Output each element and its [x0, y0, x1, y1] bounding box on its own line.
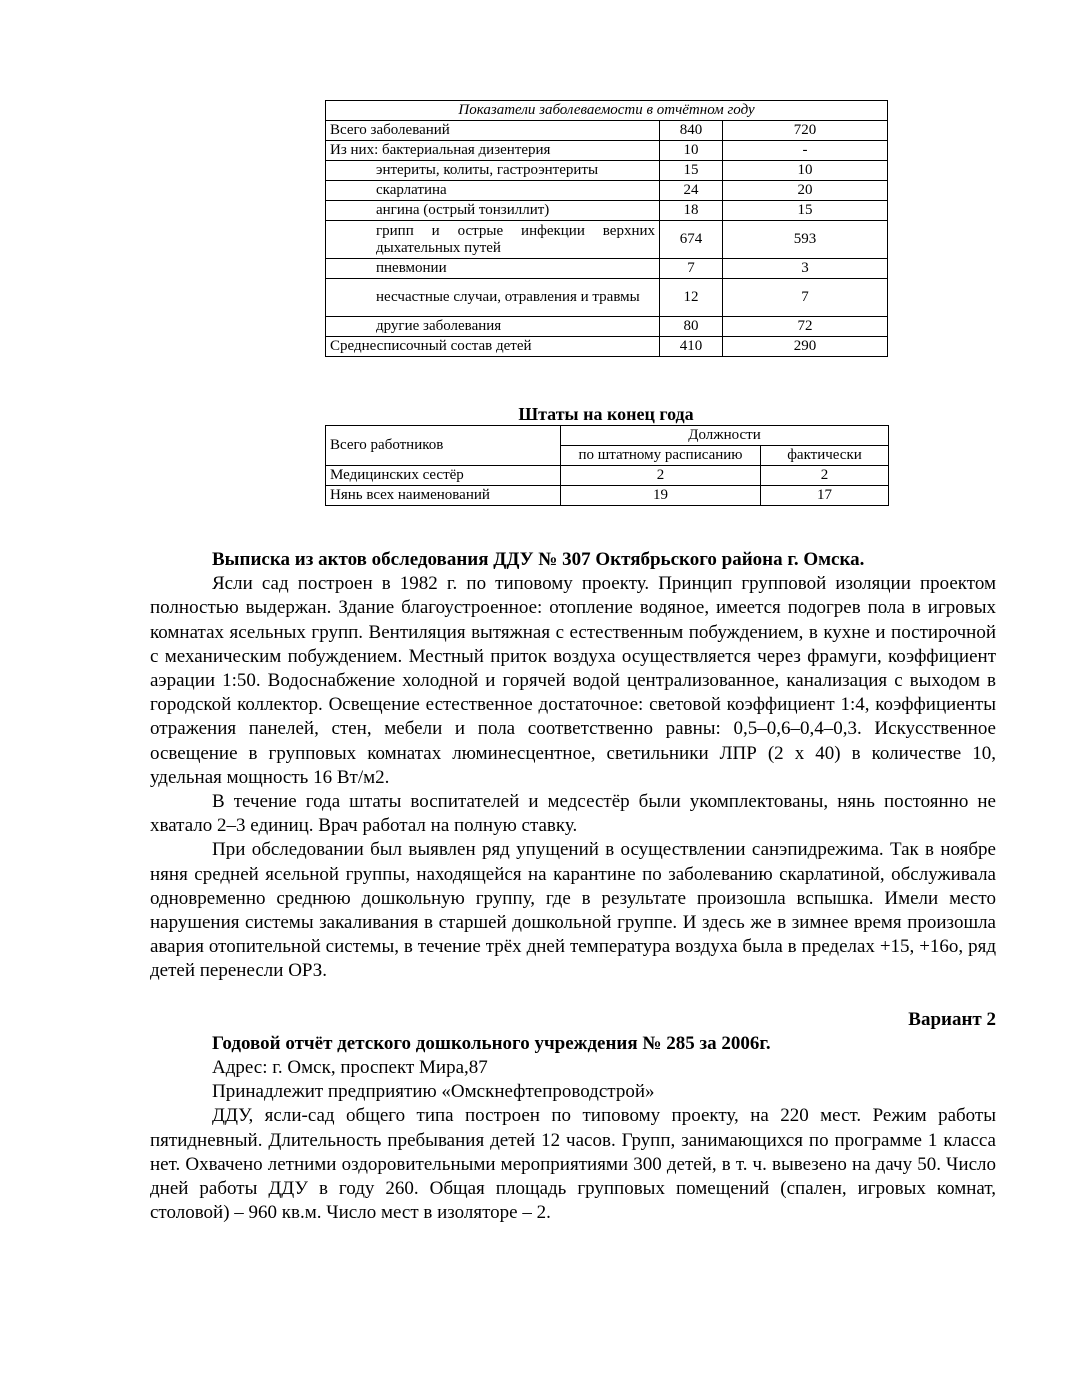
section2-heading: Годовой отчёт детского дошкольного учреждения № 285 за 2006г. [212, 1032, 771, 1054]
table-row [326, 279, 888, 317]
table-row [326, 161, 888, 181]
row-value-2: - [723, 141, 888, 161]
section2-owner: Принадлежит предприятию «Омскнефтепроводстрой» [212, 1081, 655, 1103]
row-value-2: 593 [723, 221, 888, 259]
row-value-2: 72 [723, 317, 888, 337]
staff-table-title: Штаты на конец года [518, 404, 694, 424]
table-row [326, 486, 889, 506]
table-row [326, 317, 888, 337]
row-value-2: 7 [723, 279, 888, 317]
row-value-1: 24 [660, 181, 723, 201]
morbidity-table [325, 100, 888, 357]
section1-paragraph-3: При обследовании был выявлен ряд упущений в осуществлении санэпидрежима. Так в ноябре няня средней ясельной группы, находящейся на карантине по заболеванию скарлатиной, обслуживала одновременно среднюю дошкольную группу, где в результате произошла вспышка. Имели место нарушения системы закаливания в старшей дошкольной группе. И здесь же в зимнее время произошла авария отопительной системы, в течение трёх дней температура воздуха была в пределах +15, +16о, ряд детей перенесли ОРЗ. [150, 839, 996, 982]
spacer [150, 984, 996, 1008]
row-value-2: 720 [723, 121, 888, 141]
row-value-1: 840 [660, 121, 723, 141]
row-planned: 2 [561, 466, 761, 486]
header-actual: фактически [761, 446, 889, 466]
row-value-2: 10 [723, 161, 888, 181]
staff-table [325, 425, 889, 506]
row-label: ангина (острый тонзиллит) [326, 201, 660, 221]
row-label: Из них: бактериальная дизентерия [326, 141, 660, 161]
table-caption: Показатели заболеваемости в отчётном году [326, 101, 888, 121]
section1-heading: Выписка из актов обследования ДДУ № 307 Октябрьского района г. Омска. [212, 549, 865, 570]
header-planned: по штатному расписанию [561, 446, 761, 466]
table-row [326, 141, 888, 161]
document-body [150, 548, 996, 1225]
row-label: скарлатина [326, 181, 660, 201]
row-label: несчастные случаи, отравления и травмы [326, 279, 660, 317]
table-row [326, 121, 888, 141]
section1-paragraph-1: Ясли сад построен в 1982 г. по типовому проекту. Принцип групповой изоляции проектом полностью выдержан. Здание благоустроенное: отопление водяное, имеется подогрев пола в игровых комнатах ясельных групп. Вентиляция вытяжная с естественным побуждением, в кухне и постирочной с механическим побуждением. Местный приток воздуха осуществляется через фрамуги, коэффициент аэрации 1:50. Водоснабжение холодной и горячей водой централизованное, канализация с выходом в городской коллектор. Освещение естественное достаточное: световой коэффициент 1:4, коэффициенты отражения панелей, стен, мебели и пола соответственно равны: 0,5–0,6–0,4–0,3. Искусственное освещение в групповых комнатах люминесцентное, светильники ЛПР (2 х 40) в количестве 10, удельная мощность 16 Вт/м2. [150, 573, 996, 788]
row-label: энтериты, колиты, гастроэнтериты [326, 161, 660, 181]
row-value-1: 10 [660, 141, 723, 161]
variant-label: Вариант 2 [908, 1008, 996, 1030]
table-row [326, 221, 888, 259]
header-positions: Должности [561, 426, 889, 446]
row-value-2: 3 [723, 259, 888, 279]
row-planned: 19 [561, 486, 761, 506]
row-label: Нянь всех наименований [326, 486, 561, 506]
row-actual: 17 [761, 486, 889, 506]
table-row [326, 337, 888, 357]
table-row [326, 426, 889, 446]
row-label: Всего заболеваний [326, 121, 660, 141]
row-value-1: 80 [660, 317, 723, 337]
row-value-2: 15 [723, 201, 888, 221]
table-row [326, 466, 889, 486]
row-label: пневмонии [326, 259, 660, 279]
row-label: Медицинских сестёр [326, 466, 561, 486]
table-row [326, 201, 888, 221]
section1-paragraph-2: В течение года штаты воспитателей и медсестёр были укомплектованы, нянь постоянно не хватало 2–3 единиц. Врач работал на полную ставку. [150, 791, 996, 837]
row-value-1: 674 [660, 221, 723, 259]
row-value-1: 15 [660, 161, 723, 181]
section2-paragraph-1: ДДУ, ясли-сад общего типа построен по типовому проекту, на 220 мест. Режим работы пятидневный. Длительность пребывания детей 12 часов. Групп, занимающихся по программе 1 класса нет. Охвачено летними оздоровительными мероприятиями 300 детей, в т. ч. вывезено на дачу 50. Число дней работы ДДУ в году 260. Общая площадь групповых помещений (спален, игровых комнат, столовой) – 960 кв.м. Число мест в изоляторе – 2. [150, 1105, 996, 1224]
row-value-1: 410 [660, 337, 723, 357]
table-row [326, 101, 888, 121]
row-actual: 2 [761, 466, 889, 486]
section2-address: Адрес: г. Омск, проспект Мира,87 [212, 1057, 488, 1079]
table-row [326, 181, 888, 201]
header-all-workers: Всего работников [326, 426, 561, 466]
row-label: грипп и острые инфекции верхних дыхательных путей [326, 221, 660, 259]
row-value-1: 7 [660, 259, 723, 279]
row-value-1: 12 [660, 279, 723, 317]
row-value-2: 20 [723, 181, 888, 201]
row-value-2: 290 [723, 337, 888, 357]
row-label: Среднесписочный состав детей [326, 337, 660, 357]
row-label: другие заболевания [326, 317, 660, 337]
table-row [326, 259, 888, 279]
row-value-1: 18 [660, 201, 723, 221]
